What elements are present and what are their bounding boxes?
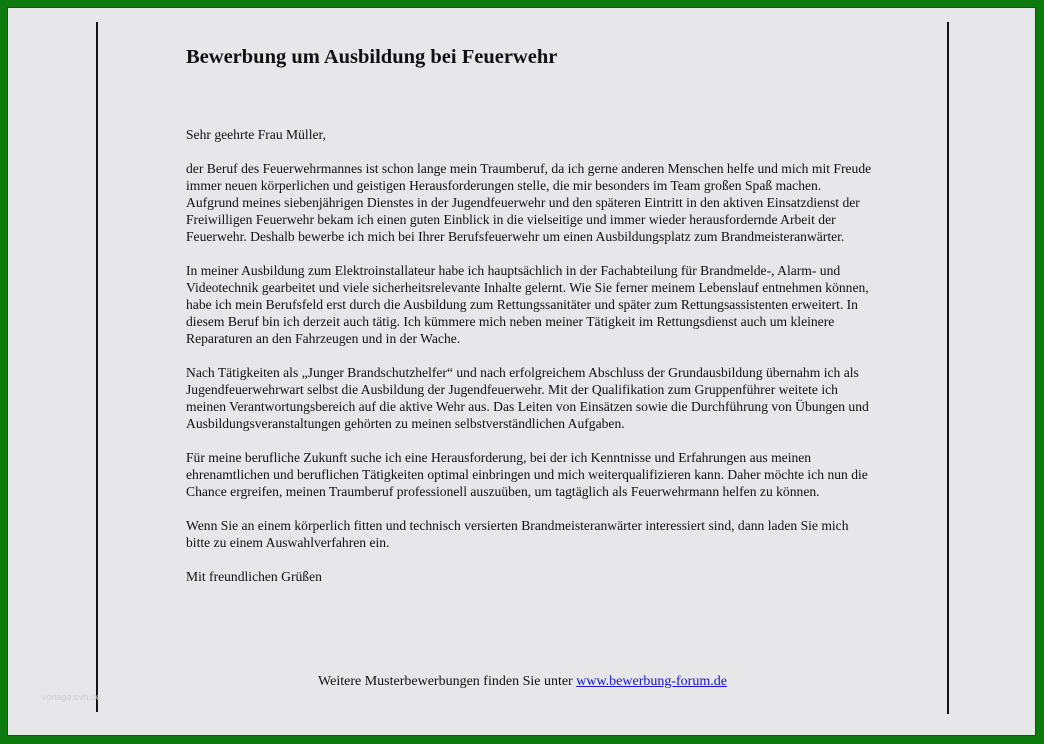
right-margin-rule (947, 22, 949, 714)
footer-text: Weitere Musterbewerbungen finden Sie unter (318, 674, 577, 689)
paragraph-4: Für meine berufliche Zukunft suche ich eine Herausforderung, bei der ich Kenntnisse und Erfahrungen aus meinen ehrenamtlichen und beruflichen Tätigkeiten optimal einbringen und mich weiterqualifizieren kann. Daher möchte ich nun die Chance ergreifen, meinen Traumberuf professionell auszuüben, um tagtäglich als Feuerwehrmann helfen zu können. (186, 450, 868, 499)
document-page (7, 7, 1036, 736)
paragraph-3: Nach Tätigkeiten als „Junger Brandschutzhelfer“ und nach erfolgreichem Abschluss der Grundausbildung übernahm ich als Jugendfeuerwehrwart selbst die Ausbildung der Jugendfeuerwehr. Mit der Qualifikation zum Gruppenführer weitete ich meinen Verantwortungsbereich auf die aktive Wehr aus. Das Leiten von Einsätzen sowie die Durchführung von Übungen und Ausbildungsveranstaltungen gehörten zu meinen selbstverständlichen Aufgaben. (186, 365, 869, 431)
paragraph-2: In meiner Ausbildung zum Elektroinstallateur habe ich hauptsächlich in der Fachabteilung für Brandmelde-, Alarm- und Videotechnik gearbeitet und viele sicherheitsrelevante Inhalte gelernt. Wie Sie ferner meinem Lebenslauf entnehmen können, habe ich mein Berufsfeld erst durch die Ausbildung zum Rettungssanitäter und später zum Rettungsassistenten erweitert. In diesem Beruf bin ich derzeit auch tätig. Ich kümmere mich neben meiner Tätigkeit im Rettungsdienst auch um kleinere Reparaturen an den Fahrzeugen und in der Wache. (186, 263, 869, 346)
paragraph-5: Wenn Sie an einem körperlich fitten und technisch versierten Brandmeisteranwärter interessiert sind, dann laden Sie mich bitte zu einem Auswahlverfahren ein. (186, 518, 849, 550)
paragraph-1: der Beruf des Feuerwehrmannes ist schon lange mein Traumberuf, da ich gerne anderen Menschen helfe und mich mit Freude immer neuen körperlichen und geistigen Herausforderungen stelle, die mir besonders im Team großen Spaß machen. Aufgrund meines siebenjährigen Dienstes in der Jugendfeuerwehr und den späteren Eintritt in den aktiven Einsatzdienst der Freiwilligen Feuerwehr bekam ich einen guten Einblick in die vielseitige und immer wieder herausfordernde Arbeit der Feuerwehr. Deshalb bewerbe ich mich bei Ihrer Berufsfeuerwehr um einen Ausbildungsplatz zum Brandmeisteranwärter. (186, 161, 872, 244)
footer-note (8, 674, 1037, 690)
letter-title: Bewerbung um Ausbildung bei Feuerwehr (186, 46, 558, 68)
letter-salutation: Sehr geehrte Frau Müller, (186, 127, 326, 142)
left-margin-rule (96, 22, 98, 712)
watermark: vorlage.ovh.de (42, 692, 102, 702)
letter-body (186, 44, 876, 585)
letter-closing: Mit freundlichen Grüßen (186, 569, 322, 584)
footer-link[interactable]: www.bewerbung-forum.de (576, 674, 727, 689)
